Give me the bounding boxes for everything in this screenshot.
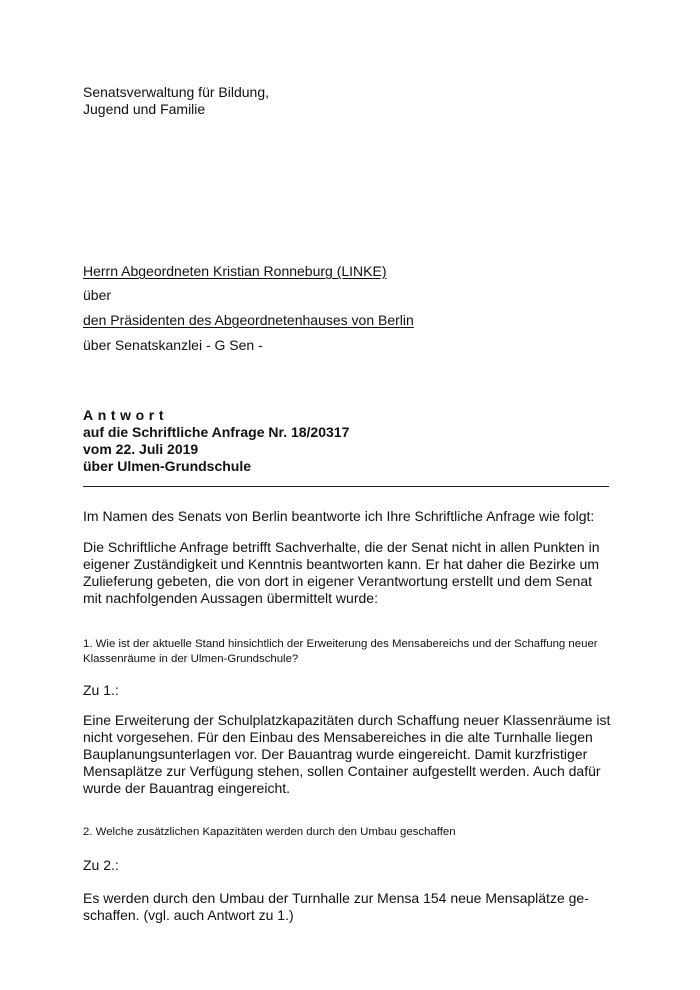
via-line-1: über [83, 287, 112, 303]
context-line: Zulieferung gebeten, die von dort in eigener Verantwortung erstellt und dem Senat [83, 573, 592, 589]
answer-2-label: Zu 2.: [83, 857, 119, 873]
answer-1-label: Zu 1.: [83, 682, 119, 698]
intro-paragraph: Im Namen des Senats von Berlin beantworte ich Ihre Schriftliche Anfrage wie folgt: [83, 508, 595, 524]
question-1-number: 1. [83, 638, 93, 650]
answer-1-paragraph [83, 712, 623, 797]
answer-1-line: nicht vorgesehen. Für den Einbau des Mensabereiches in die alte Turnhalle liegen [83, 729, 593, 745]
answer-2-line: schaffen. (vgl. auch Antwort zu 1.) [83, 907, 294, 923]
context-paragraph [83, 539, 623, 607]
answer-1-line: wurde der Bauantrag eingereicht. [83, 780, 291, 796]
answer-1-line: Bauplanungsunterlagen vor. Der Bauantrag wurde eingereicht. Damit kurzfristiger [83, 746, 588, 762]
answer-2-line: Es werden durch den Umbau der Turnhalle zur Mensa 154 neue Mensaplätze ge- [83, 890, 589, 906]
question-2: 2. Welche zusätzlichen Kapazitäten werden durch den Umbau geschaffen [83, 826, 456, 838]
answer-heading [83, 407, 623, 475]
via-line-2: über Senatskanzlei - G Sen - [83, 337, 263, 353]
recipient-line: Herrn Abgeordneten Kristian Ronneburg (LINKE) [83, 263, 387, 279]
anfrage-number: auf die Schriftliche Anfrage Nr. 18/20317 [83, 424, 350, 440]
anfrage-subject: über Ulmen-Grundschule [83, 458, 252, 474]
sender-line-1: Senatsverwaltung für Bildung, [83, 84, 269, 100]
answer-1-line: Mensaplätze zur Verfügung stehen, sollen Container aufgestellt werden. Auch dafür [83, 763, 601, 779]
context-line: mit nachfolgenden Aussagen übermittelt wurde: [83, 590, 378, 606]
anfrage-date: vom 22. Juli 2019 [83, 441, 199, 457]
answer-2-paragraph [83, 890, 623, 924]
heading-divider [83, 486, 609, 487]
question-1-line: Klassenräume in der Ulmen-Grundschule? [83, 653, 299, 665]
president-line: den Präsidenten des Abgeordnetenhauses von Berlin [83, 312, 414, 328]
context-line: Die Schriftliche Anfrage betrifft Sachverhalte, die der Senat nicht in allen Punkten in [83, 539, 600, 555]
question-1 [83, 637, 623, 667]
question-1-line: Wie ist der aktuelle Stand hinsichtlich der Erweiterung des Mensabereichs und der Schaffung neuer [95, 638, 598, 650]
sender-line-2: Jugend und Familie [83, 101, 206, 117]
context-line: eigener Zuständigkeit und Kenntnis beantworten kann. Er hat daher die Bezirke um [83, 556, 599, 572]
antwort-title: Antwort [83, 407, 169, 423]
answer-1-line: Eine Erweiterung der Schulplatzkapazitäten durch Schaffung neuer Klassenräume ist [83, 712, 611, 728]
sender-block [83, 84, 623, 118]
